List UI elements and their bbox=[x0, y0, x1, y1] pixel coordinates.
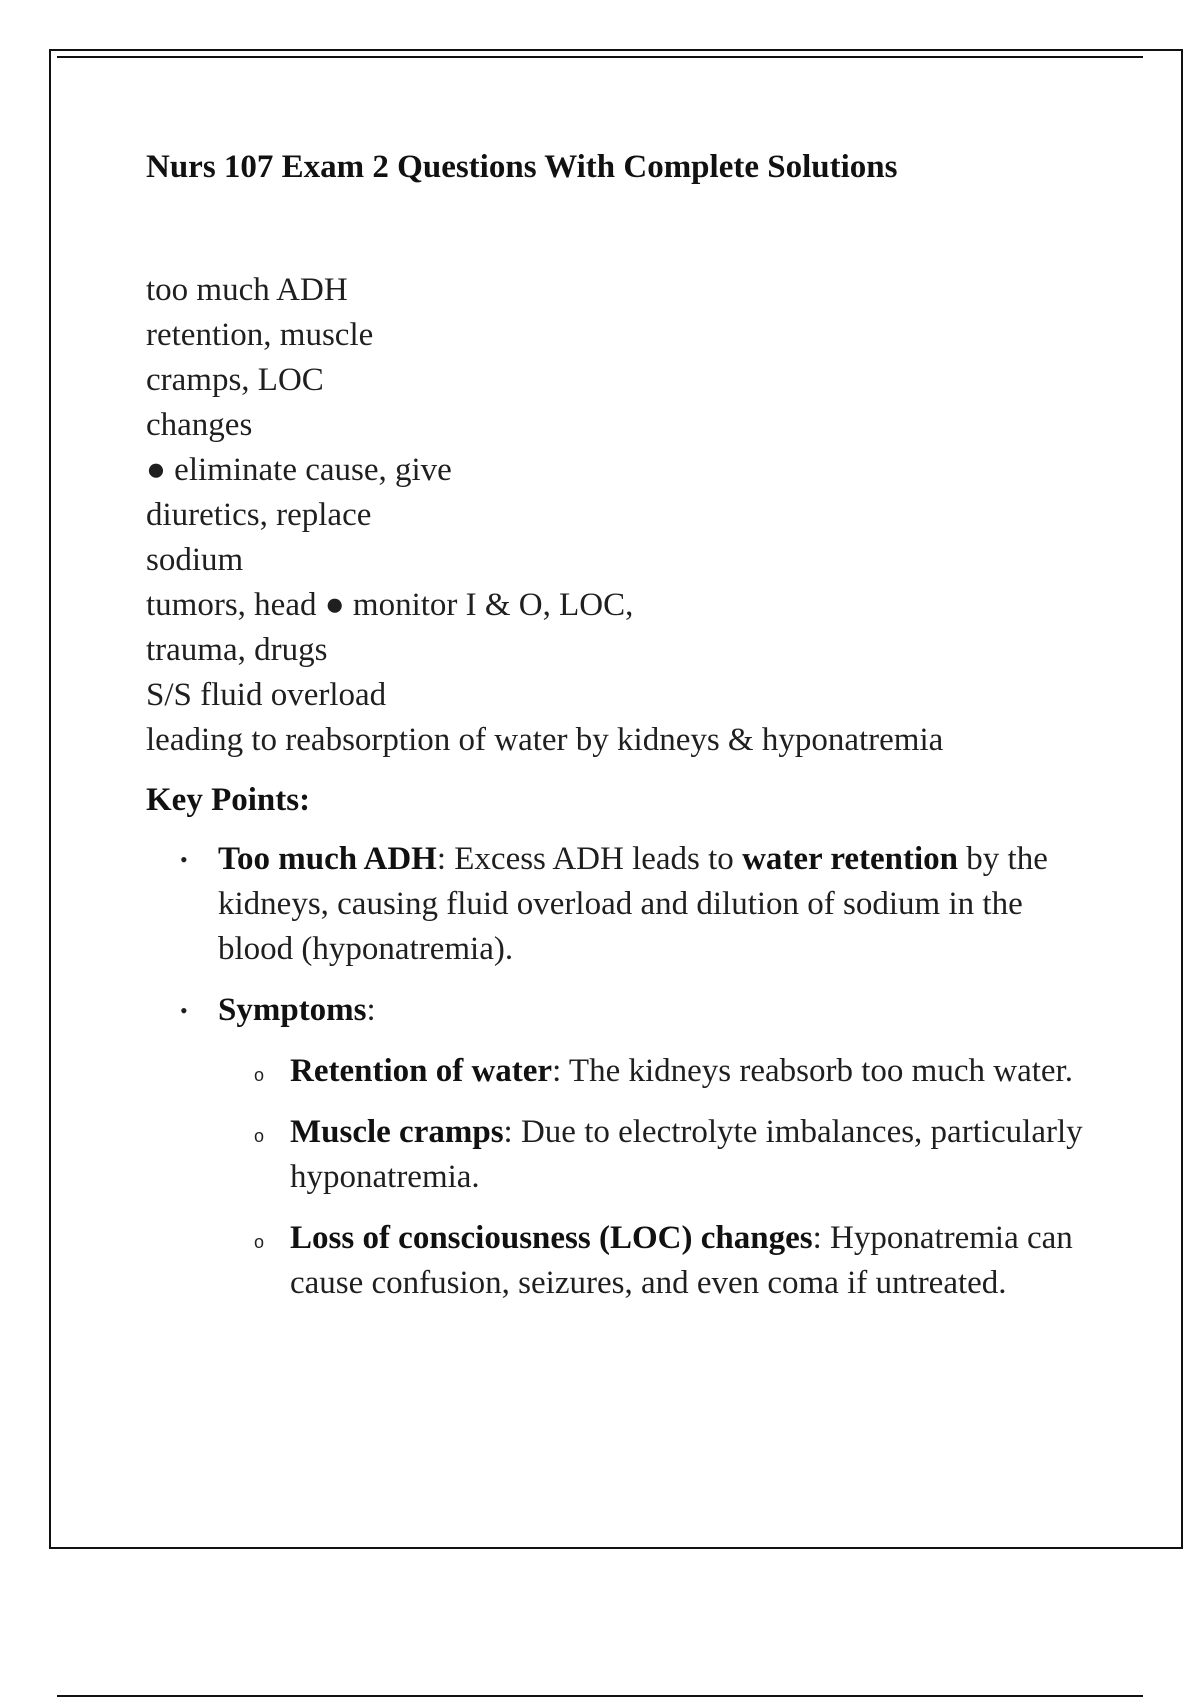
body-line: leading to reabsorption of water by kidneys & hyponatremia bbox=[146, 722, 944, 758]
symptom-separator: : bbox=[812, 1220, 830, 1256]
symptom-term: Retention of water bbox=[290, 1053, 553, 1089]
symptom-muscle-cramps bbox=[218, 1110, 1106, 1200]
body-line: tumors, head ● monitor I & O, LOC, bbox=[146, 587, 634, 623]
point-term: Symptoms bbox=[218, 992, 367, 1028]
bullet-icon: • bbox=[180, 847, 188, 872]
symptom-text: Due to electrolyte imbalances, particularly hyponatremia. bbox=[290, 1114, 1083, 1195]
body-line: changes bbox=[146, 407, 253, 443]
body-line: diuretics, replace bbox=[146, 497, 372, 533]
body-line: cramps, LOC bbox=[146, 362, 324, 398]
document-content bbox=[146, 144, 1106, 1322]
top-rule bbox=[57, 56, 1143, 58]
point-emphasis: water retention bbox=[742, 841, 959, 877]
symptom-text: Hyponatremia can cause confusion, seizures, and even coma if untreated. bbox=[290, 1220, 1073, 1301]
page-title: Nurs 107 Exam 2 Questions With Complete Solutions bbox=[146, 149, 898, 185]
body-line: too much ADH bbox=[146, 272, 348, 308]
point-text: by the kidneys, causing fluid overload and dilution of sodium in the blood (hyponatremia). bbox=[218, 841, 1048, 967]
symptom-separator: : bbox=[503, 1114, 521, 1150]
body-line: trauma, drugs bbox=[146, 632, 328, 668]
body-line: S/S fluid overload bbox=[146, 677, 387, 713]
symptom-loc-changes bbox=[218, 1216, 1106, 1306]
circle-bullet-icon: o bbox=[254, 1126, 265, 1146]
point-separator: : bbox=[366, 992, 376, 1028]
symptom-retention-of-water bbox=[218, 1049, 1106, 1094]
symptom-term: Muscle cramps bbox=[290, 1114, 504, 1150]
point-separator: : bbox=[436, 841, 455, 877]
point-term: Too much ADH bbox=[218, 841, 437, 877]
circle-bullet-icon: o bbox=[254, 1232, 265, 1252]
key-point-too-much-adh bbox=[146, 837, 1106, 972]
symptom-term: Loss of consciousness (LOC) changes bbox=[290, 1220, 813, 1256]
circle-bullet-icon: o bbox=[254, 1065, 265, 1085]
answer-text-block bbox=[146, 268, 1106, 763]
symptom-separator: : bbox=[552, 1053, 569, 1089]
bullet-icon: • bbox=[180, 998, 188, 1023]
key-point-symptoms bbox=[146, 988, 1106, 1306]
bottom-rule bbox=[57, 1695, 1143, 1697]
key-points-list bbox=[146, 837, 1106, 1306]
key-points-heading: Key Points: bbox=[146, 782, 311, 818]
body-line: retention, muscle bbox=[146, 317, 374, 353]
point-text: Excess ADH leads to bbox=[454, 841, 743, 877]
body-line: sodium bbox=[146, 542, 244, 578]
symptoms-list bbox=[218, 1049, 1106, 1306]
symptom-text: The kidneys reabsorb too much water. bbox=[568, 1053, 1073, 1089]
body-line: ● eliminate cause, give bbox=[146, 452, 452, 488]
